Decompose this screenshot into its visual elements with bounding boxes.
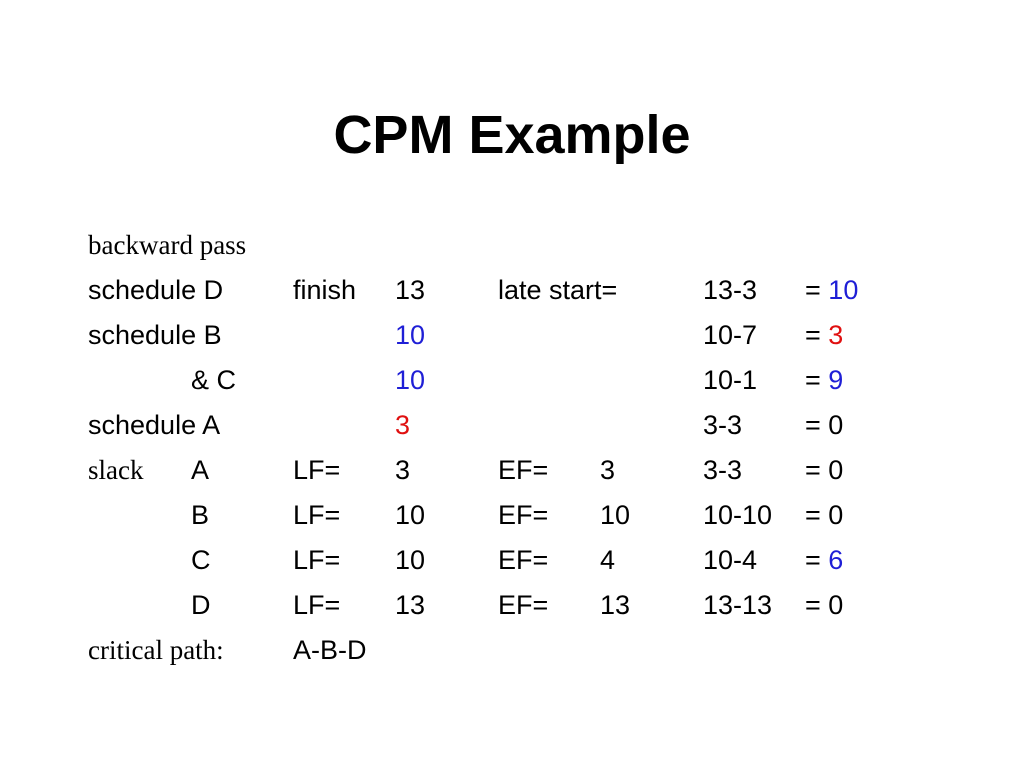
slack-c-lf: 10 bbox=[395, 545, 426, 575]
slack-c-ef: 4 bbox=[600, 545, 616, 575]
slack-c-calc: 10-4 bbox=[703, 545, 758, 575]
slack-b-lf-label: LF= bbox=[293, 500, 341, 530]
slack-b-calc: 10-10 bbox=[703, 500, 773, 530]
slack-a-lf-label: LF= bbox=[293, 455, 341, 485]
slack-d-result: = 0 bbox=[805, 590, 844, 620]
critical-path-label: critical path: bbox=[88, 635, 224, 665]
section-label: backward pass bbox=[88, 230, 247, 260]
slack-b-ef-label: EF= bbox=[498, 500, 549, 530]
schedule-b-calc: 10-7 bbox=[703, 320, 758, 350]
schedule-d-label: schedule D bbox=[88, 275, 224, 305]
slack-c-lf-label: LF= bbox=[293, 545, 341, 575]
schedule-c-calc: 10-1 bbox=[703, 365, 758, 395]
slack-c-result: = 6 bbox=[805, 545, 844, 575]
slack-d-lf: 13 bbox=[395, 590, 426, 620]
slack-b-ef: 10 bbox=[600, 500, 631, 530]
schedule-a-result: = 0 bbox=[805, 410, 844, 440]
slack-d-lf-label: LF= bbox=[293, 590, 341, 620]
slack-a-ef-label: EF= bbox=[498, 455, 549, 485]
schedule-d-result: = 10 bbox=[805, 275, 859, 305]
schedule-a-value: 3 bbox=[395, 410, 411, 440]
slack-d-ef-label: EF= bbox=[498, 590, 549, 620]
schedule-a-label: schedule A bbox=[88, 410, 221, 440]
slide-title: CPM Example bbox=[333, 105, 691, 165]
slack-d-ef: 13 bbox=[600, 590, 631, 620]
slack-c-ef-label: EF= bbox=[498, 545, 549, 575]
slack-a-ef: 3 bbox=[600, 455, 616, 485]
slack-d-calc: 13-13 bbox=[703, 590, 773, 620]
slack-a-result: = 0 bbox=[805, 455, 844, 485]
schedule-c-result: = 9 bbox=[805, 365, 844, 395]
late-start-label: late start= bbox=[498, 275, 618, 305]
schedule-b-value: 10 bbox=[395, 320, 426, 350]
schedule-a-calc: 3-3 bbox=[703, 410, 743, 440]
schedule-b-result: = 3 bbox=[805, 320, 844, 350]
slack-a-calc: 3-3 bbox=[703, 455, 743, 485]
slack-a-activity: A bbox=[191, 455, 210, 485]
finish-label: finish bbox=[293, 275, 357, 305]
schedule-b-label: schedule B bbox=[88, 320, 222, 350]
schedule-c-value: 10 bbox=[395, 365, 426, 395]
slack-label: slack bbox=[88, 455, 144, 485]
slack-a-lf: 3 bbox=[395, 455, 411, 485]
critical-path-value: A-B-D bbox=[293, 635, 367, 665]
slack-c-activity: C bbox=[191, 545, 211, 575]
schedule-d-finish-value: 13 bbox=[395, 275, 426, 305]
schedule-c-label: & C bbox=[191, 365, 237, 395]
slack-b-lf: 10 bbox=[395, 500, 426, 530]
slack-d-activity: D bbox=[191, 590, 211, 620]
slack-b-activity: B bbox=[191, 500, 210, 530]
schedule-d-calc: 13-3 bbox=[703, 275, 758, 305]
slack-b-result: = 0 bbox=[805, 500, 844, 530]
